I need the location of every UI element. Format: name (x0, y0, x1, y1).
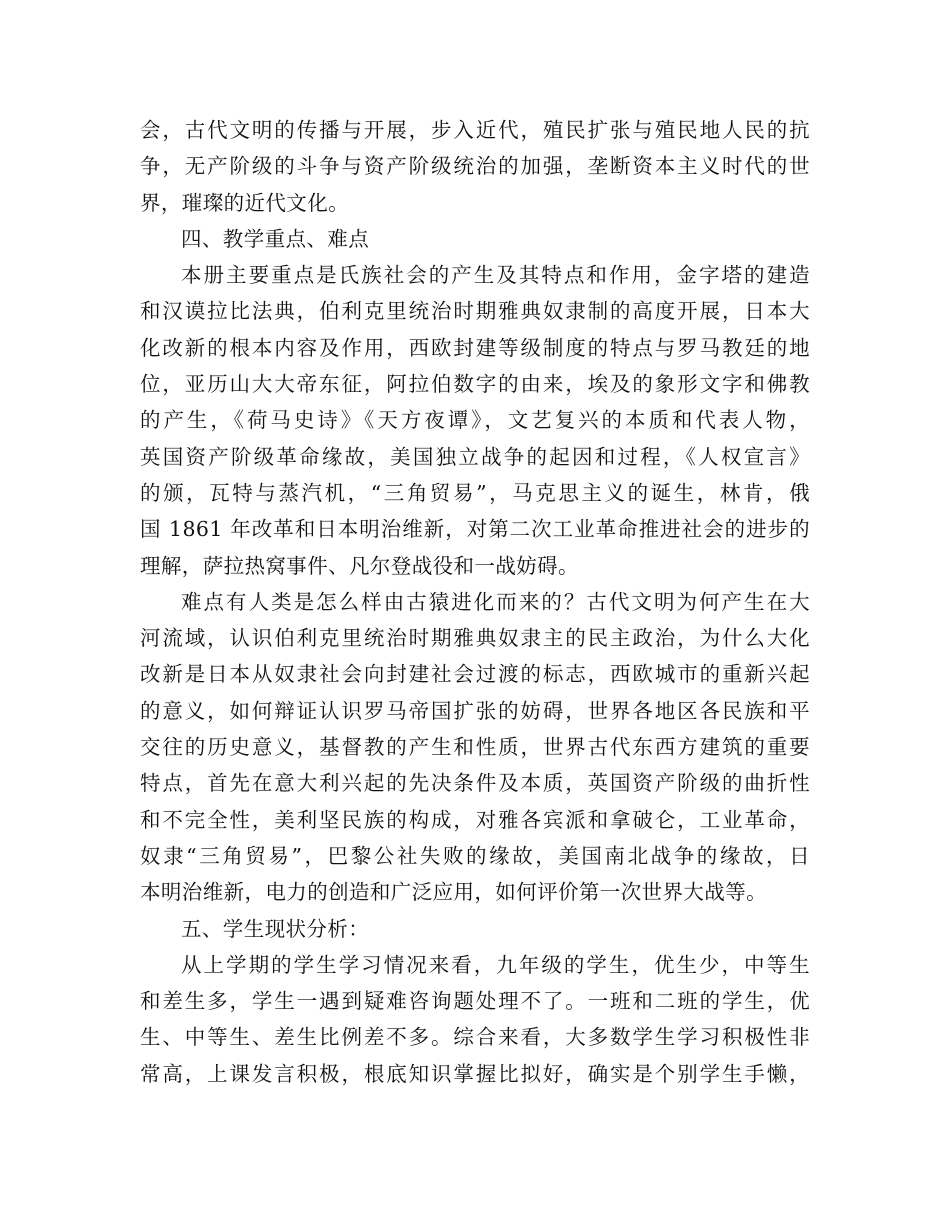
text-line: 奴隶“三角贸易”，巴黎公社失败的缘故，美国南北战争的缘故，日 (140, 843, 810, 868)
text-line: 的意义，如何辩证认识罗马帝国扩张的妨碍，世界各地区各民族和平 (140, 698, 810, 723)
text-line: 本明治维新，电力的创造和广泛应用，如何评价第一次世界大战等。 (140, 880, 767, 905)
text-line: 常高，上课发言积极，根底知识掌握比拟好，确实是个别学生手懒， (140, 1061, 810, 1086)
document-body (140, 112, 810, 1092)
text-line: 和不完全性，美利坚民族的构成，对雅各宾派和拿破仑，工业革命， (140, 807, 810, 832)
text-line: 会，古代文明的传播与开展，步入近代，殖民扩张与殖民地人民的抗 (140, 118, 810, 142)
text-line: 难点有人类是怎么样由古猿进化而来的？古代文明为何产生在大 (181, 589, 810, 614)
text-line: 特点，首先在意大利兴起的先决条件及本质，英国资产阶级的曲折性 (140, 771, 810, 796)
text-line: 本册主要重点是氏族社会的产生及其特点和作用，金字塔的建造 (181, 263, 810, 288)
text-line: 和差生多，学生一遇到疑难咨询题处理不了。一班和二班的学生，优 (140, 989, 810, 1014)
text-line: 河流域，认识伯利克里统治时期雅典奴隶主的民主政治，为什么大化 (140, 626, 810, 651)
section-heading: 五、学生现状分析： (181, 916, 370, 941)
text-line: 改新是日本从奴隶社会向封建社会过渡的标志，西欧城市的重新兴起 (140, 662, 810, 687)
text-line: 化改新的根本内容及作用，西欧封建等级制度的特点与罗马教廷的地 (140, 335, 810, 360)
text-line: 位，亚历山大大帝东征，阿拉伯数字的由来，埃及的象形文字和佛教 (140, 372, 810, 397)
text-line: 的颁，瓦特与蒸汽机，“三角贸易”，马克思主义的诞生，林肯，俄 (140, 480, 810, 505)
text-line: 界，璀璨的近代文化。 (140, 190, 349, 215)
text-line: 的产生，《荷马史诗》《天方夜谭》，文艺复兴的本质和代表人物， (140, 408, 810, 433)
text-line: 英国资产阶级革命缘故，美国独立战争的起因和过程，《人权宣言》 (140, 444, 810, 469)
text-line: 生、中等生、差生比例差不多。综合来看，大多数学生学习积极性非 (140, 1025, 810, 1050)
text-line: 从上学期的学生学习情况来看，九年级的学生，优生少，中等生 (181, 952, 810, 977)
text-line: 国 1861 年改革和日本明治维新，对第二次工业革命推进社会的进步的 (140, 517, 810, 542)
text-line: 交往的历史意义，基督教的产生和性质，世界古代东西方建筑的重要 (140, 735, 810, 760)
text-line: 和汉谟拉比法典，伯利克里统治时期雅典奴隶制的高度开展，日本大 (140, 299, 810, 324)
section-heading: 四、教学重点、难点 (181, 226, 370, 251)
text-line: 理解，萨拉热窝事件、凡尔登战役和一战妨碍。 (140, 553, 579, 578)
text-line: 争，无产阶级的斗争与资产阶级统治的加强，垄断资本主义时代的世 (140, 154, 810, 179)
